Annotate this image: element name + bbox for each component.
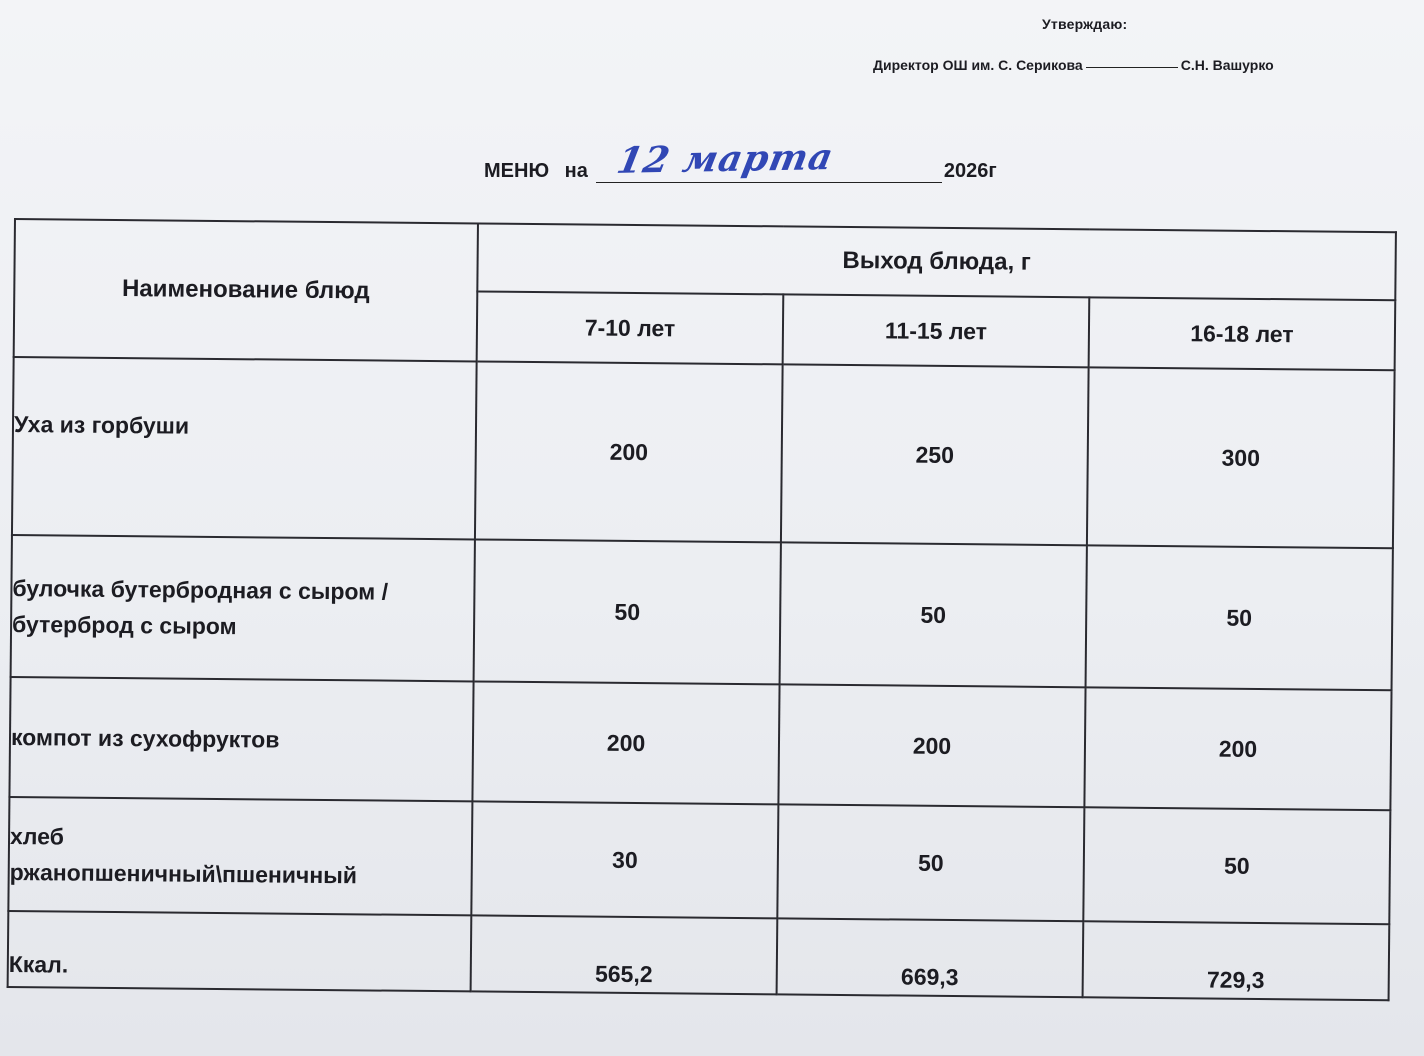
table-row — [9, 677, 1391, 810]
total-kcal: 729,3 — [1083, 921, 1390, 1000]
year-label: 2026г — [943, 160, 997, 182]
dish-weight: 50 — [1083, 807, 1390, 924]
dish-weight: 300 — [1087, 367, 1395, 548]
age-group-header: 7-10 лет — [477, 291, 784, 364]
dish-name — [9, 677, 473, 801]
menu-title — [484, 136, 997, 183]
dish-weight: 50 — [780, 542, 1087, 687]
table-row — [8, 797, 1390, 924]
dish-weight: 200 — [1084, 687, 1391, 810]
total-kcal: 669,3 — [777, 918, 1084, 997]
menu-table-wrapper — [7, 218, 1414, 1001]
approve-label: Утверждаю: — [1042, 16, 1128, 32]
total-label: Ккал. — [8, 911, 472, 991]
dish-weight: 30 — [471, 801, 778, 918]
dish-name-line: булочка бутербродная с сыром / — [12, 575, 389, 605]
director-signature-line — [873, 57, 1274, 73]
dish-weight: 250 — [781, 364, 1089, 545]
total-kcal: 565,2 — [471, 915, 778, 994]
dish-name-line: ржанопшеничный\пшеничный — [9, 858, 358, 889]
handwritten-date: 12 марта — [613, 136, 838, 182]
dish-name-line: Уха из горбуши — [13, 411, 190, 439]
total-row — [8, 911, 1390, 1000]
table-row — [12, 357, 1395, 548]
on-label: на — [564, 160, 588, 182]
dish-weight: 200 — [475, 361, 783, 542]
dish-name — [11, 535, 475, 681]
dish-weight: 50 — [777, 804, 1084, 921]
dish-name — [12, 357, 477, 539]
dish-weight: 200 — [472, 681, 779, 804]
dish-name — [8, 797, 472, 915]
date-blank — [596, 136, 942, 183]
dish-name-line: компот из сухофруктов — [10, 723, 280, 753]
dish-name-header: Наименование блюд — [14, 219, 478, 361]
dish-name-line: бутерброд с сыром — [11, 611, 237, 640]
menu-table — [7, 218, 1397, 1001]
menu-label: МЕНЮ — [484, 160, 550, 182]
dish-weight: 200 — [778, 684, 1085, 807]
age-group-header: 16-18 лет — [1089, 297, 1396, 370]
age-group-header: 11-15 лет — [783, 294, 1090, 367]
director-name: С.Н. Вашурко — [1180, 57, 1274, 73]
dish-weight: 50 — [474, 539, 781, 684]
dish-name-line: хлеб — [9, 822, 64, 850]
signature-blank — [1086, 67, 1178, 68]
output-header: Выход блюда, г — [477, 223, 1396, 300]
dish-weight: 50 — [1086, 545, 1393, 690]
director-title: Директор ОШ им. С. Серикова — [873, 57, 1083, 73]
table-row — [11, 535, 1393, 690]
